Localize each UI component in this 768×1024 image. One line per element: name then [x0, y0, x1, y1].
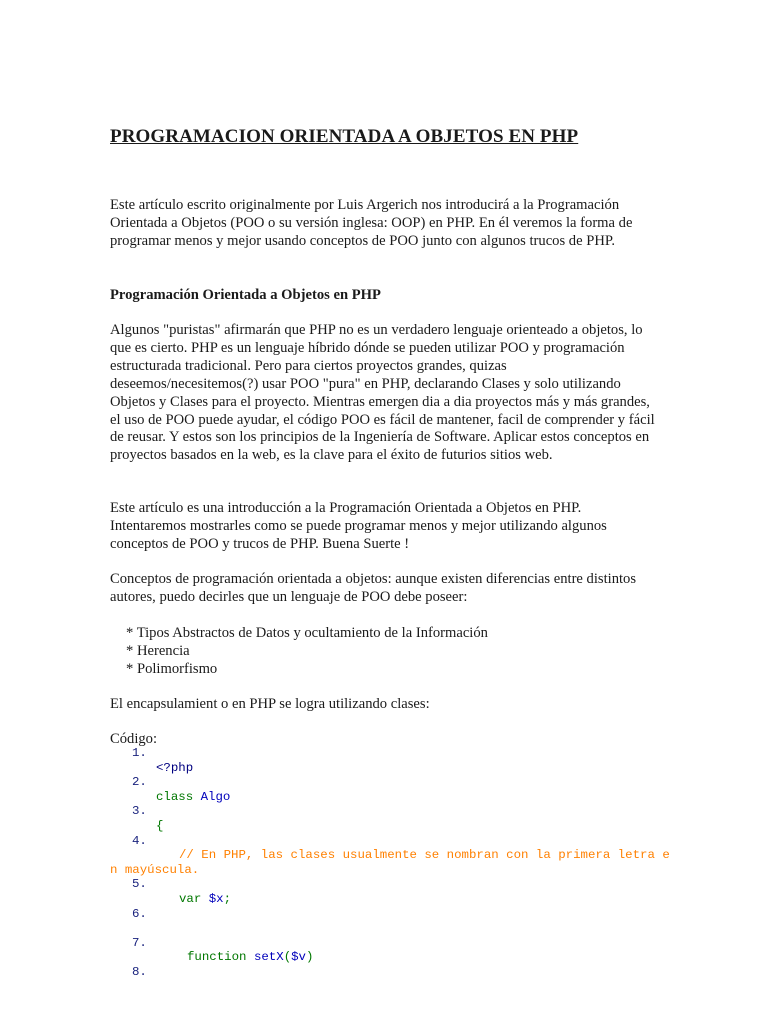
paragraph-encapsulamiento: El encapsulamient o en PHP se logra utilizando clases: — [110, 696, 430, 712]
code-identifier: Algo — [200, 789, 231, 804]
code-variable: $x — [208, 891, 224, 906]
code-variable: $v — [291, 950, 306, 965]
code-label: Código: — [110, 731, 158, 747]
code-keyword: class — [156, 789, 194, 804]
list-item: * Polimorfismo — [126, 661, 488, 679]
line-number: 8. — [132, 964, 147, 979]
section-heading: Programación Orientada a Objetos en PHP — [110, 287, 381, 303]
line-number: 7. — [132, 935, 147, 950]
code-line — [110, 892, 670, 907]
line-number: 1. — [132, 746, 147, 760]
code-line — [110, 950, 670, 965]
code-function-name: setX — [253, 950, 284, 965]
code-keyword: var — [179, 891, 202, 906]
code-line: { — [156, 818, 164, 833]
code-punctuation: ) — [306, 950, 314, 965]
code-line-blank — [110, 921, 670, 936]
code-punctuation: ( — [283, 950, 292, 965]
paragraph-introduccion: Este artículo es una introducción a la Programación Orientada a Objetos en PHP. Intentaremos mostrarles como se puede programar menos y mejor utilizando algunos conceptos de POO y trucos de PHP. Buena Suerte ! — [110, 500, 607, 552]
intro-paragraph: Este artículo escrito originalmente por Luis Argerich nos introducirá a la Programación Orientada a Objetos (POO o su versión inglesa: OOP) en PHP. En él veremos la forma de programar menos y mejor usando conceptos de POO junto con algunos trucos de PHP. — [110, 197, 633, 249]
code-block — [110, 746, 670, 980]
line-number: 4. — [132, 833, 147, 848]
code-line — [110, 790, 670, 805]
line-number: 2. — [132, 775, 147, 790]
line-number: 5. — [132, 877, 147, 892]
paragraph-puristas: Algunos "puristas" afirmarán que PHP no es un verdadero lenguaje orienteado a objetos, lo que es cierto. PHP es un lenguaje híbrido dónde se pueden utilizar POO y programación estructurada tradicional. Pero para ciertos proyectos grandes, quizas deseemos/necesitemos(?) usar POO "pura" en PHP, declarando Clases y solo utilizando Objetos y Clases para el proyecto. Mientras emergen dia a dia proyectos más y más grandes, el uso de POO puede ayudar, el código POO es fácil de mantener, facil de comprender y fácil de reusar. Y estos son los principios de la Ingeniería de Software. Aplicar estos conceptos en proyectos basados en la web, es la clave para el éxito de futurios sitios web. — [110, 322, 655, 464]
document-title: PROGRAMACION ORIENTADA A OBJETOS EN PHP — [110, 126, 579, 147]
code-punctuation: ; — [223, 891, 232, 906]
code-comment: // En PHP, las clases usualmente se nombran con la primera letra en mayúscula. — [110, 848, 670, 877]
concepts-list — [126, 625, 488, 679]
list-item: * Herencia — [126, 643, 488, 661]
line-number: 6. — [132, 906, 147, 921]
list-item: * Tipos Abstractos de Datos y ocultamiento de la Información — [126, 625, 488, 643]
code-keyword: function — [187, 950, 247, 965]
paragraph-conceptos: Conceptos de programación orientada a objetos: aunque existen diferencias entre distintos autores, puedo decirles que un lenguaje de POO debe poseer: — [110, 571, 637, 605]
code-line: <?php — [156, 760, 194, 775]
line-number: 3. — [132, 804, 147, 819]
